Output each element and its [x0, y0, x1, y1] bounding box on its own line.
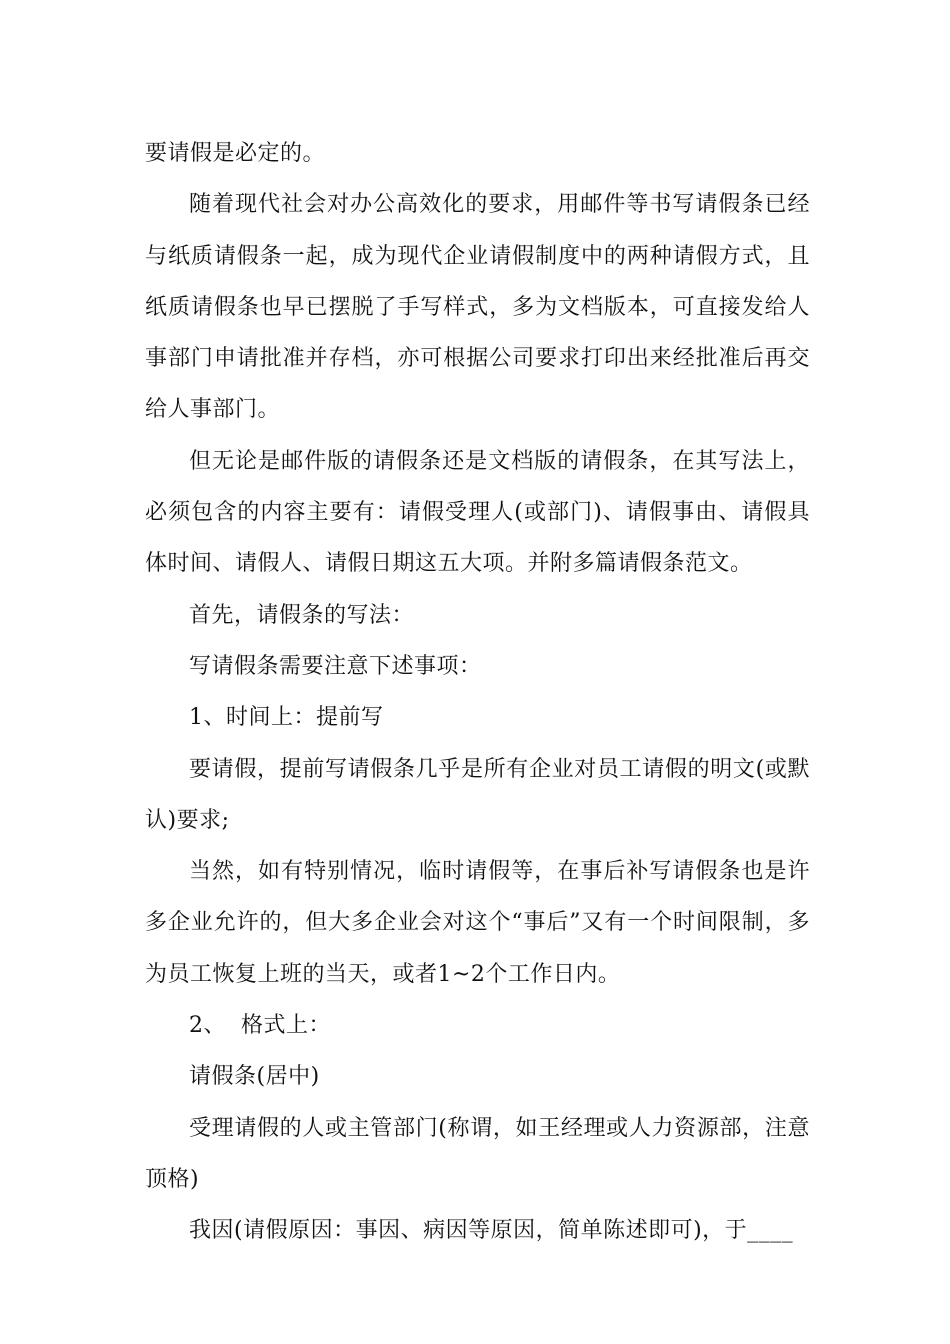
- paragraph-format-title: 请假条(居中): [189, 1064, 320, 1090]
- paragraph-notes-heading: 写请假条需要注意下述事项：: [189, 653, 482, 679]
- paragraph-writing-method-heading: 首先，请假条的写法：: [189, 602, 415, 628]
- paragraph-format-recipient: 受理请假的人或主管部门(称谓，如王经理或人力资源部，注意顶格): [145, 1115, 810, 1192]
- paragraph-item-1-time: 1、时间上：提前写: [189, 705, 384, 731]
- paragraph-special-cases: 当然，如有特别情况，临时请假等，在事后补写请假条也是许多企业允许的，但大多企业会对这个“事后”又有一个时间限制，多为员工恢复上班的当天，或者1~2个工作日内。: [145, 859, 810, 987]
- paragraph-required-contents: 但无论是邮件版的请假条还是文档版的请假条，在其写法上，必须包含的内容主要有：请假受理人(或部门)、请假事由、请假具体时间、请假人、请假日期这五大项。并附多篇请假条范文。: [145, 448, 810, 577]
- paragraph-advance-request: 要请假，提前写请假条几乎是所有企业对员工请假的明文(或默认)要求;: [145, 756, 810, 833]
- document-body: [145, 128, 810, 1257]
- paragraph-item-2-format: 2、 格式上：: [189, 1013, 331, 1039]
- paragraph-continuation: 要请假是必定的。: [145, 141, 326, 166]
- paragraph-modern-leave-methods: 随着现代社会对办公高效化的要求，用邮件等书写请假条已经与纸质请假条一起，成为现代企业请假制度中的两种请假方式，且纸质请假条也早已摆脱了手写样式，多为文档版本，可直接发给人事部门申请批准并存档，亦可根据公司要求打印出来经批准后再交给人事部门。: [145, 192, 810, 423]
- paragraph-format-reason: 我因(请假原因：事因、病因等原因，简单陈述即可)，于____: [189, 1218, 794, 1244]
